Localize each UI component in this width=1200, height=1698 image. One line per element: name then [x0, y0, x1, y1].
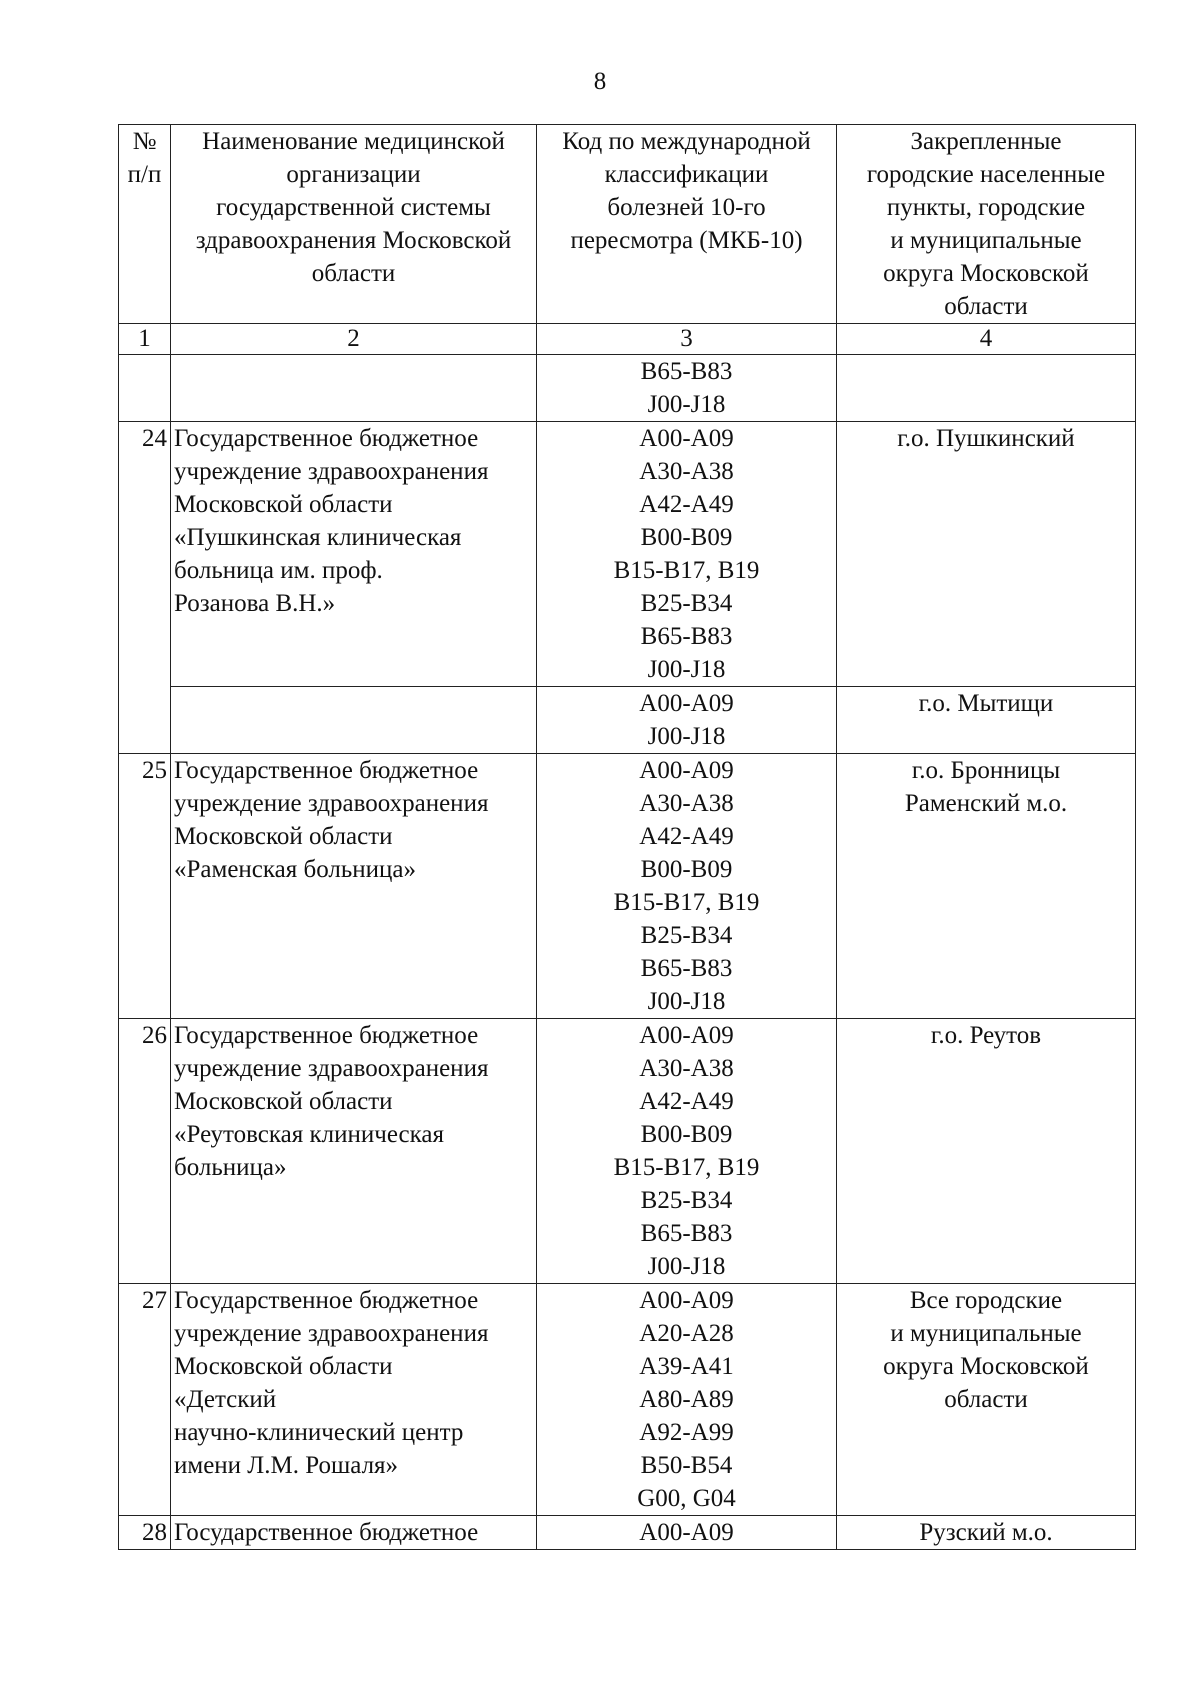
column-number: 3	[537, 324, 837, 355]
organization-cell: Государственное бюджетное учреждение здравоохранения Московской области «Пушкинская клиническая больница им. проф. Розанова В.Н.»	[171, 422, 537, 687]
column-number: 4	[837, 324, 1136, 355]
icd-codes-cell: A00-A09 J00-J18	[537, 687, 837, 754]
header-organization: Наименование медицинской организации государственной системы здравоохранения Московской области	[171, 125, 537, 324]
territory-cell: г.о. Мытищи	[837, 687, 1136, 754]
row-number: 27	[119, 1284, 171, 1516]
column-number: 1	[119, 324, 171, 355]
territory-cell: г.о. Реутов	[837, 1019, 1136, 1284]
column-number-row	[119, 324, 1136, 355]
territory-cell: Все городские и муниципальные округа Московской области	[837, 1284, 1136, 1516]
organization-cell	[171, 355, 537, 422]
column-number: 2	[171, 324, 537, 355]
organizations-table	[118, 124, 1136, 1550]
icd-codes-cell: A00-A09	[537, 1516, 837, 1550]
header-icd-code: Код по международной классификации болезней 10-го пересмотра (МКБ-10)	[537, 125, 837, 324]
table-row	[119, 422, 1136, 687]
icd-codes-cell: A00-A09 A30-A38 A42-A49 B00-B09 B15-B17, B19 B25-B34 B65-B83 J00-J18	[537, 1019, 837, 1284]
row-number: 24	[119, 422, 171, 754]
territory-cell	[837, 355, 1136, 422]
table-row	[119, 1019, 1136, 1284]
organization-cell: Государственное бюджетное учреждение здравоохранения Московской области «Детский научно-клинический центр имени Л.М. Рошаля»	[171, 1284, 537, 1516]
continuation-row	[119, 355, 1136, 422]
icd-codes-cell: A00-A09 A30-A38 A42-A49 B00-B09 B15-B17, B19 B25-B34 B65-B83 J00-J18	[537, 754, 837, 1019]
organization-cell: Государственное бюджетное учреждение здравоохранения Московской области «Реутовская клиническая больница»	[171, 1019, 537, 1284]
header-territory: Закрепленные городские населенные пункты, городские и муниципальные округа Московской области	[837, 125, 1136, 324]
icd-codes-cell: B65-B83 J00-J18	[537, 355, 837, 422]
organization-cell: Государственное бюджетное учреждение здравоохранения Московской области «Раменская больница»	[171, 754, 537, 1019]
organization-cell: Государственное бюджетное	[171, 1516, 537, 1550]
territory-cell: г.о. Бронницы Раменский м.о.	[837, 754, 1136, 1019]
territory-cell: Рузский м.о.	[837, 1516, 1136, 1550]
table-row	[119, 754, 1136, 1019]
table-row	[119, 1284, 1136, 1516]
row-number: 25	[119, 754, 171, 1019]
header-row	[119, 125, 1136, 324]
table-row	[119, 1516, 1136, 1550]
territory-cell: г.о. Пушкинский	[837, 422, 1136, 687]
row-number-cell	[119, 355, 171, 422]
organization-cell	[171, 687, 537, 754]
table-row	[119, 687, 1136, 754]
page-number: 8	[593, 68, 607, 95]
row-number: 26	[119, 1019, 171, 1284]
icd-codes-cell: A00-A09 A30-A38 A42-A49 B00-B09 B15-B17, B19 B25-B34 B65-B83 J00-J18	[537, 422, 837, 687]
header-number: № п/п	[119, 125, 171, 324]
icd-codes-cell: A00-A09 A20-A28 A39-A41 A80-A89 A92-A99 B50-B54 G00, G04	[537, 1284, 837, 1516]
row-number: 28	[119, 1516, 171, 1550]
